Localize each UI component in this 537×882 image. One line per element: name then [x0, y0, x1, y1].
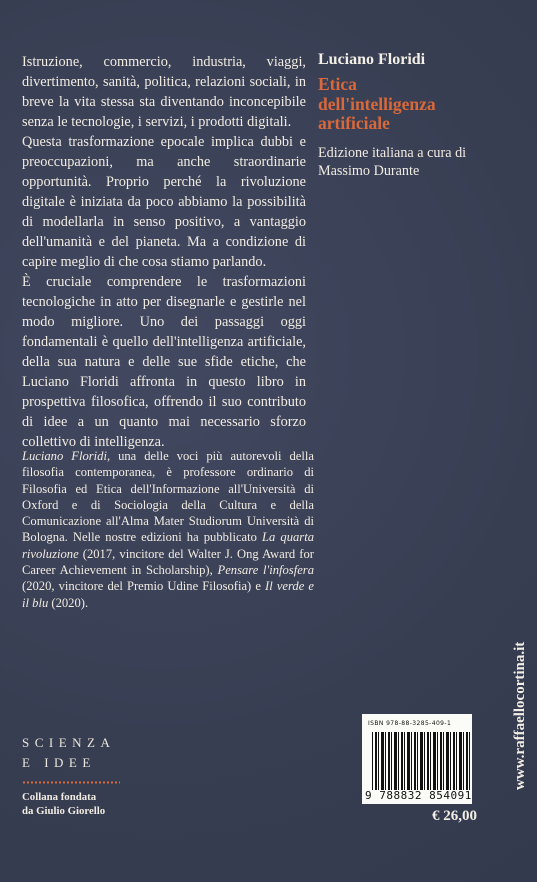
bio-text-3: (2020, vincitore del Premio Udine Filosofia) e [22, 579, 266, 594]
bio-author-name: Luciano Floridi [22, 449, 107, 463]
book-header [318, 50, 518, 180]
bio-book-3: Il verde e il blu [22, 579, 314, 610]
series-founded-line-1: Collana fondata [22, 791, 97, 803]
bio-book-2: Pensare l'infosfera [217, 563, 314, 578]
title-line-2: dell'intelligenza [318, 93, 436, 114]
title-line-3: artificiale [318, 113, 390, 133]
author-bio [22, 448, 314, 611]
book-title [318, 75, 518, 134]
title-line-1: Etica [318, 74, 357, 94]
series-block [22, 733, 162, 818]
blurb-paragraph-2: Questa trasformazione epocale implica dubbi e preoccupazioni, ma anche straordinarie opportunità. Proprio perché la rivoluzione digitale è iniziata da poco abbiamo la possibilità di modellarla in senso positivo, a vantaggio dell'umanità e del pianeta. Ma a condizione di capire meglio di che cosa stiamo parlando. [22, 134, 306, 270]
dotted-divider [22, 781, 120, 784]
series-name-line-2: E IDEE [22, 755, 96, 770]
barcode-number: 9 788832 854091 [365, 789, 472, 802]
edition-line-1: Edizione italiana a cura di [318, 144, 467, 161]
edition-line-2: Massimo Durante [318, 162, 420, 179]
blurb-paragraph-3: È cruciale comprendere le trasformazioni tecnologiche in atto per disegnarle e gestirle nel modo migliore. Uno dei passaggi oggi fondamentali è quello dell'intelligenza artificiale, della sua natura e delle sue sfide etiche, che Luciano Floridi affronta in questo libro in prospettiva filosofica, offrendo il suo contributo di idee a un quanto mai necessario sforzo collettivo di intelligenza. [22, 274, 306, 450]
series-founded-line-2: da Giulio Giorello [22, 805, 106, 817]
edition-note [318, 144, 518, 180]
publisher-website: www.raffaellocortina.it [512, 641, 528, 790]
blurb-paragraph-1: Istruzione, commercio, industria, viaggi, divertimento, sanità, politica, relazioni sociali, in breve la vita stessa sta diventando inconcepibile senza le tecnologie, i servizi, i prodotti digitali. [22, 54, 306, 130]
bio-text-2: (2017, vincitore del Walter J. Ong Award for Career Achievement in Scholarship), [22, 546, 314, 578]
author-name: Luciano Floridi [318, 51, 426, 68]
isbn-text: ISBN 978-88-3285-409-1 [368, 720, 452, 727]
bio-book-1: La quarta rivoluzione [22, 530, 314, 561]
barcode-bars [372, 732, 472, 790]
bio-text-1: , una delle voci più autorevoli della filosofia contemporanea, è professore ordinario di Filosofia ed Etica dell'Informazione all'Università di Oxford e di Sociologia della Cultura e della Comunicazione all'Alma Mater Studiorum Università di Bologna. Nelle nostre edizioni ha pubblicato [22, 449, 314, 545]
series-name-line-1: SCIENZA [22, 735, 116, 750]
back-cover-blurb [22, 52, 306, 452]
barcode-label [362, 714, 472, 804]
price-label: € 26,00 [432, 808, 477, 824]
bio-text-4: (2020). [48, 595, 89, 610]
